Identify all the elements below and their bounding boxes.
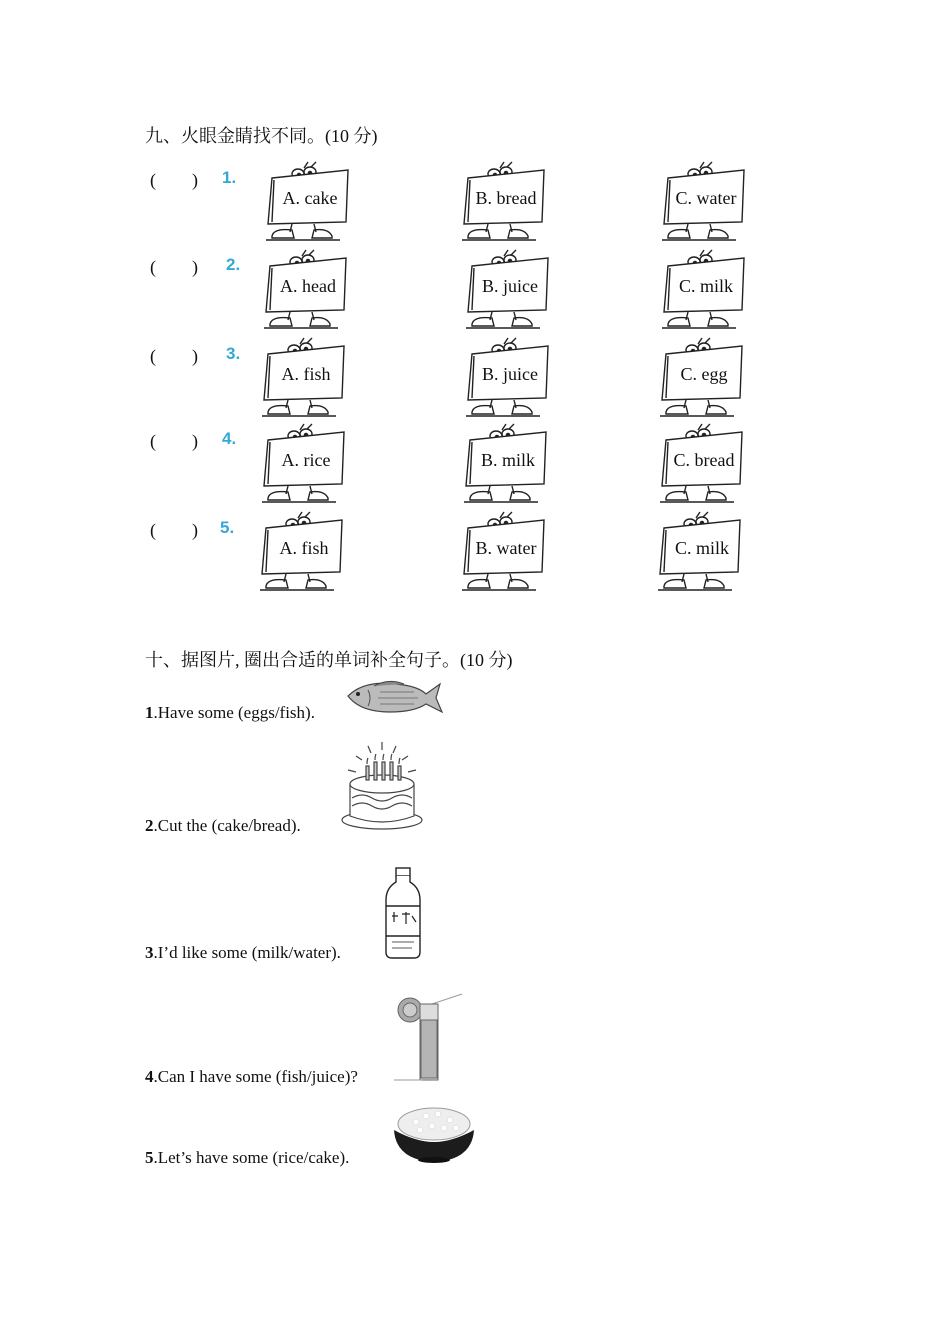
option-sign-2c[interactable] bbox=[658, 246, 754, 330]
option-sign-1c[interactable] bbox=[658, 158, 754, 242]
option-sign-5a[interactable] bbox=[256, 508, 352, 592]
option-label: A. head bbox=[280, 276, 336, 296]
sentence-text: .Can I have some (fish/juice)? bbox=[153, 1067, 358, 1086]
sentence-number: 4 bbox=[145, 1067, 154, 1086]
question-number-3: 3. bbox=[226, 344, 241, 363]
sentence-number: 1 bbox=[145, 703, 154, 722]
sentence-3[interactable] bbox=[145, 943, 341, 963]
option-sign-3b[interactable] bbox=[462, 334, 558, 418]
answer-blank-4[interactable]: ( ) bbox=[150, 431, 198, 451]
sentence-number: 3 bbox=[145, 943, 154, 962]
rice-bowl-icon bbox=[392, 1104, 476, 1164]
sentence-text: .Let’s have some (rice/cake). bbox=[153, 1148, 350, 1167]
answer-blank-2[interactable]: ( ) bbox=[150, 257, 198, 277]
section-9-title: 九、火眼金睛找不同。(10 分) bbox=[145, 126, 378, 146]
option-sign-2b[interactable] bbox=[462, 246, 558, 330]
option-label: C. bread bbox=[673, 450, 735, 470]
section-10-title: 十、据图片, 圈出合适的单词补全句子。(10 分) bbox=[145, 650, 513, 670]
sentence-number: 2 bbox=[145, 816, 154, 835]
option-label: C. milk bbox=[674, 538, 729, 558]
option-label: C. egg bbox=[680, 364, 728, 384]
option-sign-5c[interactable] bbox=[654, 508, 750, 592]
option-label: A. rice bbox=[281, 450, 331, 470]
option-label: B. juice bbox=[482, 364, 538, 384]
sentence-5[interactable] bbox=[145, 1148, 349, 1168]
option-label: A. fish bbox=[279, 538, 329, 558]
fish-icon bbox=[344, 676, 444, 718]
option-sign-4a[interactable] bbox=[258, 420, 354, 504]
question-number-2: 2. bbox=[226, 255, 241, 274]
birthday-cake-icon bbox=[338, 740, 426, 832]
sentence-2[interactable] bbox=[145, 816, 301, 836]
option-label: B. milk bbox=[480, 450, 535, 470]
option-label: B. water bbox=[475, 538, 537, 558]
option-sign-3c[interactable] bbox=[656, 334, 752, 418]
water-bottle-icon bbox=[382, 866, 424, 960]
answer-blank-3[interactable]: ( ) bbox=[150, 346, 198, 366]
sentence-1[interactable] bbox=[145, 703, 315, 723]
option-sign-3a[interactable] bbox=[258, 334, 354, 418]
answer-blank-1[interactable]: ( ) bbox=[150, 170, 198, 190]
sentence-number: 5 bbox=[145, 1148, 154, 1167]
option-sign-1a[interactable] bbox=[262, 158, 358, 242]
question-number-1: 1. bbox=[222, 168, 237, 187]
option-sign-4c[interactable] bbox=[656, 420, 752, 504]
sentence-4[interactable] bbox=[145, 1067, 358, 1087]
option-sign-2a[interactable] bbox=[260, 246, 356, 330]
option-sign-5b[interactable] bbox=[458, 508, 554, 592]
option-label: A. cake bbox=[282, 188, 338, 208]
sentence-text: .Have some (eggs/fish). bbox=[153, 703, 315, 722]
option-label: B. juice bbox=[482, 276, 538, 296]
juice-glass-icon bbox=[392, 990, 466, 1084]
question-number-5: 5. bbox=[220, 518, 235, 537]
sentence-text: .Cut the (cake/bread). bbox=[153, 816, 301, 835]
option-sign-1b[interactable] bbox=[458, 158, 554, 242]
option-label: B. bread bbox=[475, 188, 537, 208]
option-label: C. milk bbox=[678, 276, 733, 296]
question-number-4: 4. bbox=[222, 429, 237, 448]
sentence-text: .I’d like some (milk/water). bbox=[153, 943, 341, 962]
option-label: C. water bbox=[675, 188, 737, 208]
answer-blank-5[interactable]: ( ) bbox=[150, 520, 198, 540]
option-label: A. fish bbox=[281, 364, 331, 384]
option-sign-4b[interactable] bbox=[460, 420, 556, 504]
